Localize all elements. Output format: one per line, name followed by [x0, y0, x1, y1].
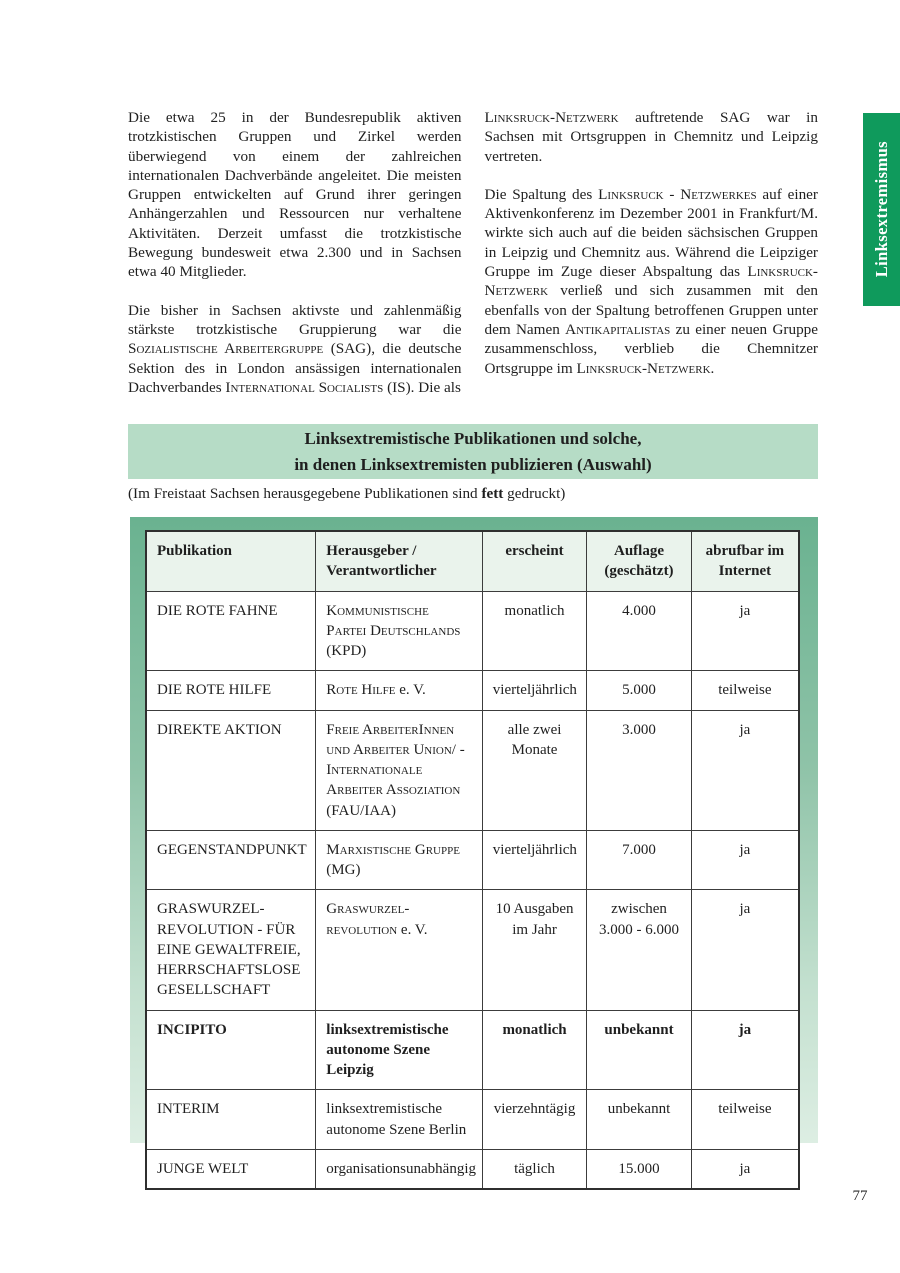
paragraph-right-2: Die Spaltung des Linksruck - Netzwerkes auf einer Aktivenkonferenz im Dezember 2001 in Frankfurt/M. wirkte sich auch auf die beiden sächsischen Gruppen in Leipzig und Chemnitz aus. Während die Leipziger Gruppe im Zuge dieser Abspaltung das Linksruck-Netzwerk verließ und sich zusammen mit den ebenfalls von der Spaltung betroffenen Gruppen unter dem Namen Antikapitalistas zu einer neuen Gruppe zusammenschloss, verblieb die Chemnitzer Ortsgruppe im Linksruck-Netzwerk. — [484, 185, 818, 377]
cell-publication: INTERIM — [146, 1090, 316, 1150]
chapter-tab-label: Linksextremismus — [871, 141, 891, 278]
cell-publisher: linksextremistische autonome Szene Leipzig — [316, 1010, 483, 1090]
table-row — [146, 1149, 799, 1189]
note-suffix: gedruckt) — [503, 485, 566, 502]
cell-publication: DIREKTE AKTION — [146, 710, 316, 830]
cell-internet: ja — [691, 1149, 799, 1189]
cell-internet: ja — [691, 830, 799, 890]
publications-table — [145, 530, 800, 1190]
cell-auflage: 15.000 — [587, 1149, 691, 1189]
paragraph-left-1: Die etwa 25 in der Bundesrepublik aktiven trotzkistischen Gruppen und Zirkel werden überwiegend von einem der zahlreichen internationalen Dachverbände angeleitet. Die meisten Gruppen entwickelten auf Grund ihrer geringen Anhängerzahlen und Ressourcen nur verhaltene Aktivitäten. Derzeit umfasst die trotzkistische Bewegung bundesweit etwa 2.300 und in Sachsen etwa 40 Mitglieder. — [128, 109, 462, 281]
cell-erscheint: alle zwei Monate — [482, 710, 586, 830]
cell-erscheint: vierzehntägig — [482, 1090, 586, 1150]
cell-publication: DIE ROTE HILFE — [146, 671, 316, 710]
cell-auflage: zwischen 3.000 - 6.000 — [587, 890, 691, 1010]
cell-publisher: Freie ArbeiterInnen und Arbeiter Union/ - Internationale Arbeiter Assoziation (FAU/IAA) — [316, 710, 483, 830]
chapter-tab — [863, 113, 900, 306]
table-body — [146, 591, 799, 1189]
table-row — [146, 830, 799, 890]
cell-erscheint: monatlich — [482, 1010, 586, 1090]
bold-note — [128, 485, 818, 503]
table-panel — [130, 517, 818, 1177]
header-herausgeber: Herausgeber / Verantwortlicher — [316, 531, 483, 591]
cell-internet: ja — [691, 710, 799, 830]
cell-erscheint: 10 Ausgaben im Jahr — [482, 890, 586, 1010]
note-prefix: (Im Freistaat Sachsen herausgegebene Publikationen sind — [128, 485, 482, 502]
table-row — [146, 671, 799, 710]
cell-publication: GRASWURZEL-REVOLUTION - FÜR EINE GEWALTFREIE, HERRSCHAFTSLOSE GESELLSCHAFT — [146, 890, 316, 1010]
header-erscheint: erscheint — [482, 531, 586, 591]
cell-internet: ja — [691, 591, 799, 671]
cell-erscheint: vierteljährlich — [482, 671, 586, 710]
paragraph-right-1: Linksruck-Netzwerk auftretende SAG war in Sachsen mit Ortsgruppen in Chemnitz und Leipzig vertreten. — [484, 109, 818, 165]
cell-publisher: organisationsunabhängig — [316, 1149, 483, 1189]
page-number: 77 — [852, 1188, 868, 1204]
header-internet: abrufbar im Internet — [691, 531, 799, 591]
right-column — [485, 108, 819, 416]
intro-text — [128, 108, 818, 416]
header-row — [146, 531, 799, 591]
cell-auflage: unbekannt — [587, 1090, 691, 1150]
cell-erscheint: täglich — [482, 1149, 586, 1189]
left-column — [128, 108, 462, 416]
paragraph-left-2: Die bisher in Sachsen aktivste und zahlenmäßig stärkste trotzkistische Gruppierung war die Sozialistische Arbeitergruppe (SAG), die deutsche Sektion des in London ansässigen internationalen Dachverbandes International Socialists (IS). Die als — [128, 301, 462, 396]
cell-publisher: Graswurzel-revolution e. V. — [316, 890, 483, 1010]
cell-auflage: 7.000 — [587, 830, 691, 890]
cell-publisher: Kommunistische Partei Deutschlands (KPD) — [316, 591, 483, 671]
table-row — [146, 1090, 799, 1150]
table-title-banner — [128, 424, 818, 479]
cell-publisher: Rote Hilfe e. V. — [316, 671, 483, 710]
cell-auflage: unbekannt — [587, 1010, 691, 1090]
cell-publisher: linksextremistische autonome Szene Berlin — [316, 1090, 483, 1150]
cell-publication: INCIPITO — [146, 1010, 316, 1090]
cell-internet: ja — [691, 890, 799, 1010]
banner-line-2: in denen Linksextremisten publizieren (Auswahl) — [294, 454, 652, 474]
header-auflage: Auflage (geschätzt) — [587, 531, 691, 591]
table-row — [146, 890, 799, 1010]
table-row — [146, 710, 799, 830]
cell-publication: DIE ROTE FAHNE — [146, 591, 316, 671]
cell-auflage: 4.000 — [587, 591, 691, 671]
header-publikation: Publikation — [146, 531, 316, 591]
table-header — [146, 531, 799, 591]
table-row-saxon-bold — [146, 1010, 799, 1090]
cell-erscheint: monatlich — [482, 591, 586, 671]
banner-line-1: Linksextremistische Publikationen und solche, — [304, 429, 642, 448]
cell-publication: GEGENSTANDPUNKT — [146, 830, 316, 890]
cell-publication: JUNGE WELT — [146, 1149, 316, 1189]
cell-internet: teilweise — [691, 671, 799, 710]
cell-internet: teilweise — [691, 1090, 799, 1150]
cell-publisher: Marxistische Gruppe (MG) — [316, 830, 483, 890]
cell-internet: ja — [691, 1010, 799, 1090]
cell-auflage: 3.000 — [587, 710, 691, 830]
cell-auflage: 5.000 — [587, 671, 691, 710]
note-bold-word: fett — [481, 485, 504, 502]
cell-erscheint: vierteljährlich — [482, 830, 586, 890]
table-row — [146, 591, 799, 671]
